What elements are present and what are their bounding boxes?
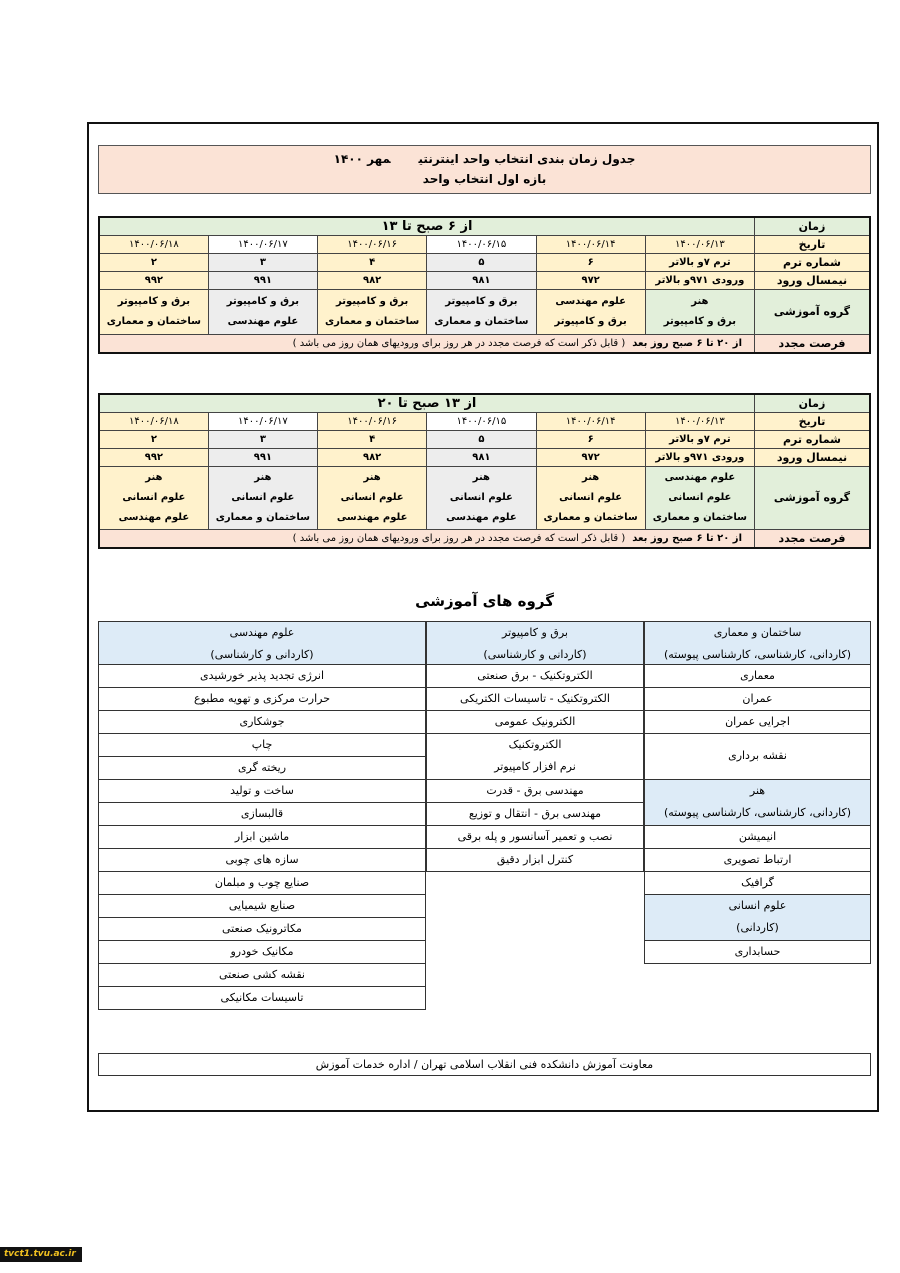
group-cell: برق و کامپیوتر ساختمان و معماری — [99, 290, 208, 335]
retry-label: فرصت مجدد — [755, 530, 871, 549]
list-item: جوشکاری — [98, 711, 426, 734]
date-cell: ۱۴۰۰/۰۶/۱۸ — [99, 236, 208, 254]
group-header: هنر (کاردانی، کارشناسی، کارشناسی پیوسته) — [644, 780, 871, 826]
schedule-header — [98, 145, 871, 194]
entry-cell: ۹۷۲ — [536, 272, 645, 290]
group-cell: هنر برق و کامپیوتر — [645, 290, 754, 335]
list-item: سازه های چوبی — [98, 849, 426, 872]
group-cell: هنر علوم انسانی علوم مهندسی — [318, 467, 427, 530]
entry-cell: ۹۹۱ — [208, 272, 317, 290]
footer-note: معاونت آموزش دانشکده فنی انقلاب اسلامی تهران / اداره خدمات آموزش — [98, 1053, 871, 1076]
edu-group-label: گروه آموزشی — [755, 467, 871, 530]
date-cell: ۱۴۰۰/۰۶/۱۵ — [427, 236, 536, 254]
date-cell: ۱۴۰۰/۰۶/۱۶ — [318, 413, 427, 431]
header-month: مهر ۱۴۰۰ — [333, 152, 391, 166]
entry-cell: ورودی ۹۷۱و بالاتر — [645, 272, 754, 290]
term-cell: ۶ — [536, 431, 645, 449]
date-cell: ۱۴۰۰/۰۶/۱۳ — [645, 413, 754, 431]
list-item: صنایع شیمیایی — [98, 895, 426, 918]
term-cell: ۲ — [99, 431, 208, 449]
retry-label: فرصت مجدد — [755, 335, 871, 354]
date-cell: ۱۴۰۰/۰۶/۱۴ — [536, 236, 645, 254]
term-cell: ۴ — [318, 431, 427, 449]
list-item: نصب و تعمیر آسانسور و پله برقی — [426, 826, 644, 849]
date-cell: ۱۴۰۰/۰۶/۱۷ — [208, 413, 317, 431]
term-cell: ۶ — [536, 254, 645, 272]
entry-label: نیمسال ورود — [755, 449, 871, 467]
list-item: نقشه برداری — [644, 734, 871, 780]
entry-cell: ۹۸۱ — [427, 272, 536, 290]
session2-range: از ۱۳ صبح تا ۲۰ — [99, 394, 755, 413]
time-label: زمان — [755, 217, 871, 236]
list-item: نقشه کشی صنعتی — [98, 964, 426, 987]
time-label: زمان — [755, 394, 871, 413]
date-label: تاریخ — [755, 413, 871, 431]
entry-cell: ۹۸۱ — [427, 449, 536, 467]
list-item: معماری — [644, 665, 871, 688]
list-item: تاسیسات مکانیکی — [98, 987, 426, 1010]
group-cell: هنر علوم انسانی ساختمان و معماری — [536, 467, 645, 530]
term-cell: ۳ — [208, 431, 317, 449]
term-cell: ۲ — [99, 254, 208, 272]
list-item: الکتروتکنیک نرم افزار کامپیوتر — [426, 734, 644, 780]
site-watermark: tvct1.tvu.ac.ir — [0, 1247, 82, 1262]
header-title: جدول زمان بندی انتخاب واحد اینترنتی — [418, 152, 636, 166]
list-item: الکتروتکنیک - برق صنعتی — [426, 665, 644, 688]
list-item: قالبسازی — [98, 803, 426, 826]
list-item: کنترل ابزار دقیق — [426, 849, 644, 872]
list-item: مهندسی برق - قدرت — [426, 780, 644, 803]
group-cell: هنر علوم انسانی ساختمان و معماری — [208, 467, 317, 530]
term-cell: ترم ۷و بالاتر — [645, 254, 754, 272]
date-cell: ۱۴۰۰/۰۶/۱۳ — [645, 236, 754, 254]
entry-cell: ۹۸۲ — [318, 272, 427, 290]
entry-cell: ۹۷۲ — [536, 449, 645, 467]
entry-cell: ۹۹۲ — [99, 449, 208, 467]
list-item: الکتروتکنیک - تاسیسات الکتریکی — [426, 688, 644, 711]
list-item: ریخته گری — [98, 757, 426, 780]
group-header: برق و کامپیوتر (کاردانی و کارشناسی) — [426, 621, 644, 665]
group-cell: علوم مهندسی برق و کامپیوتر — [536, 290, 645, 335]
group-cell: برق و کامپیوتر ساختمان و معماری — [318, 290, 427, 335]
entry-cell: ۹۸۲ — [318, 449, 427, 467]
entry-cell: ۹۹۲ — [99, 272, 208, 290]
group-header: ساختمان و معماری (کاردانی، کارشناسی، کارشناسی پیوسته) — [644, 621, 871, 665]
group-cell: علوم مهندسی علوم انسانی ساختمان و معماری — [645, 467, 754, 530]
term-cell: ۳ — [208, 254, 317, 272]
list-item: مکاترونیک صنعتی — [98, 918, 426, 941]
group-cell: برق و کامپیوتر ساختمان و معماری — [427, 290, 536, 335]
header-subtitle: بازه اول انتخاب واحد — [422, 172, 547, 186]
list-item: صنایع چوب و مبلمان — [98, 872, 426, 895]
date-cell: ۱۴۰۰/۰۶/۱۶ — [318, 236, 427, 254]
entry-cell: ورودی ۹۷۱و بالاتر — [645, 449, 754, 467]
entry-cell: ۹۹۱ — [208, 449, 317, 467]
date-cell: ۱۴۰۰/۰۶/۱۸ — [99, 413, 208, 431]
date-cell: ۱۴۰۰/۰۶/۱۵ — [427, 413, 536, 431]
list-item: مکانیک خودرو — [98, 941, 426, 964]
group-cell: هنر علوم انسانی علوم مهندسی — [99, 467, 208, 530]
col-mid — [426, 621, 644, 872]
edu-group-label: گروه آموزشی — [755, 290, 871, 335]
list-item: گرافیک — [644, 872, 871, 895]
list-item: انیمیشن — [644, 826, 871, 849]
term-label: شماره ترم — [755, 431, 871, 449]
list-item: ساخت و تولید — [98, 780, 426, 803]
group-header: علوم مهندسی (کاردانی و کارشناسی) — [98, 621, 426, 665]
group-cell: هنر علوم انسانی علوم مهندسی — [427, 467, 536, 530]
term-cell: ترم ۷و بالاتر — [645, 431, 754, 449]
groups-title: گروه های آموزشی — [415, 592, 554, 610]
term-cell: ۵ — [427, 431, 536, 449]
list-item: ماشین ابزار — [98, 826, 426, 849]
term-cell: ۴ — [318, 254, 427, 272]
entry-label: نیمسال ورود — [755, 272, 871, 290]
retry-note: از ۲۰ تا ۶ صبح روز بعد ( قابل ذکر است که فرصت مجدد در هر روز برای ورودیهای همان روز می باشد ) — [99, 530, 755, 549]
list-item: چاپ — [98, 734, 426, 757]
col-right — [644, 621, 871, 964]
group-cell: برق و کامپیوتر علوم مهندسی — [208, 290, 317, 335]
list-item: حرارت مرکزی و تهویه مطبوع — [98, 688, 426, 711]
session1-range: از ۶ صبح تا ۱۳ — [99, 217, 755, 236]
session2-table — [98, 393, 871, 549]
col-left — [98, 621, 426, 1010]
list-item: عمران — [644, 688, 871, 711]
group-header: علوم انسانی (کاردانی) — [644, 895, 871, 941]
term-label: شماره ترم — [755, 254, 871, 272]
list-item: مهندسی برق - انتقال و توزیع — [426, 803, 644, 826]
date-cell: ۱۴۰۰/۰۶/۱۴ — [536, 413, 645, 431]
list-item: اجرایی عمران — [644, 711, 871, 734]
retry-note: از ۲۰ تا ۶ صبح روز بعد ( قابل ذکر است که فرصت مجدد در هر روز برای ورودیهای همان روز می باشد ) — [99, 335, 755, 354]
session1-table — [98, 216, 871, 354]
list-item: الکترونیک عمومی — [426, 711, 644, 734]
list-item: حسابداری — [644, 941, 871, 964]
list-item: ارتباط تصویری — [644, 849, 871, 872]
date-label: تاریخ — [755, 236, 871, 254]
list-item: انرژی تجدید پذیر خورشیدی — [98, 665, 426, 688]
term-cell: ۵ — [427, 254, 536, 272]
date-cell: ۱۴۰۰/۰۶/۱۷ — [208, 236, 317, 254]
